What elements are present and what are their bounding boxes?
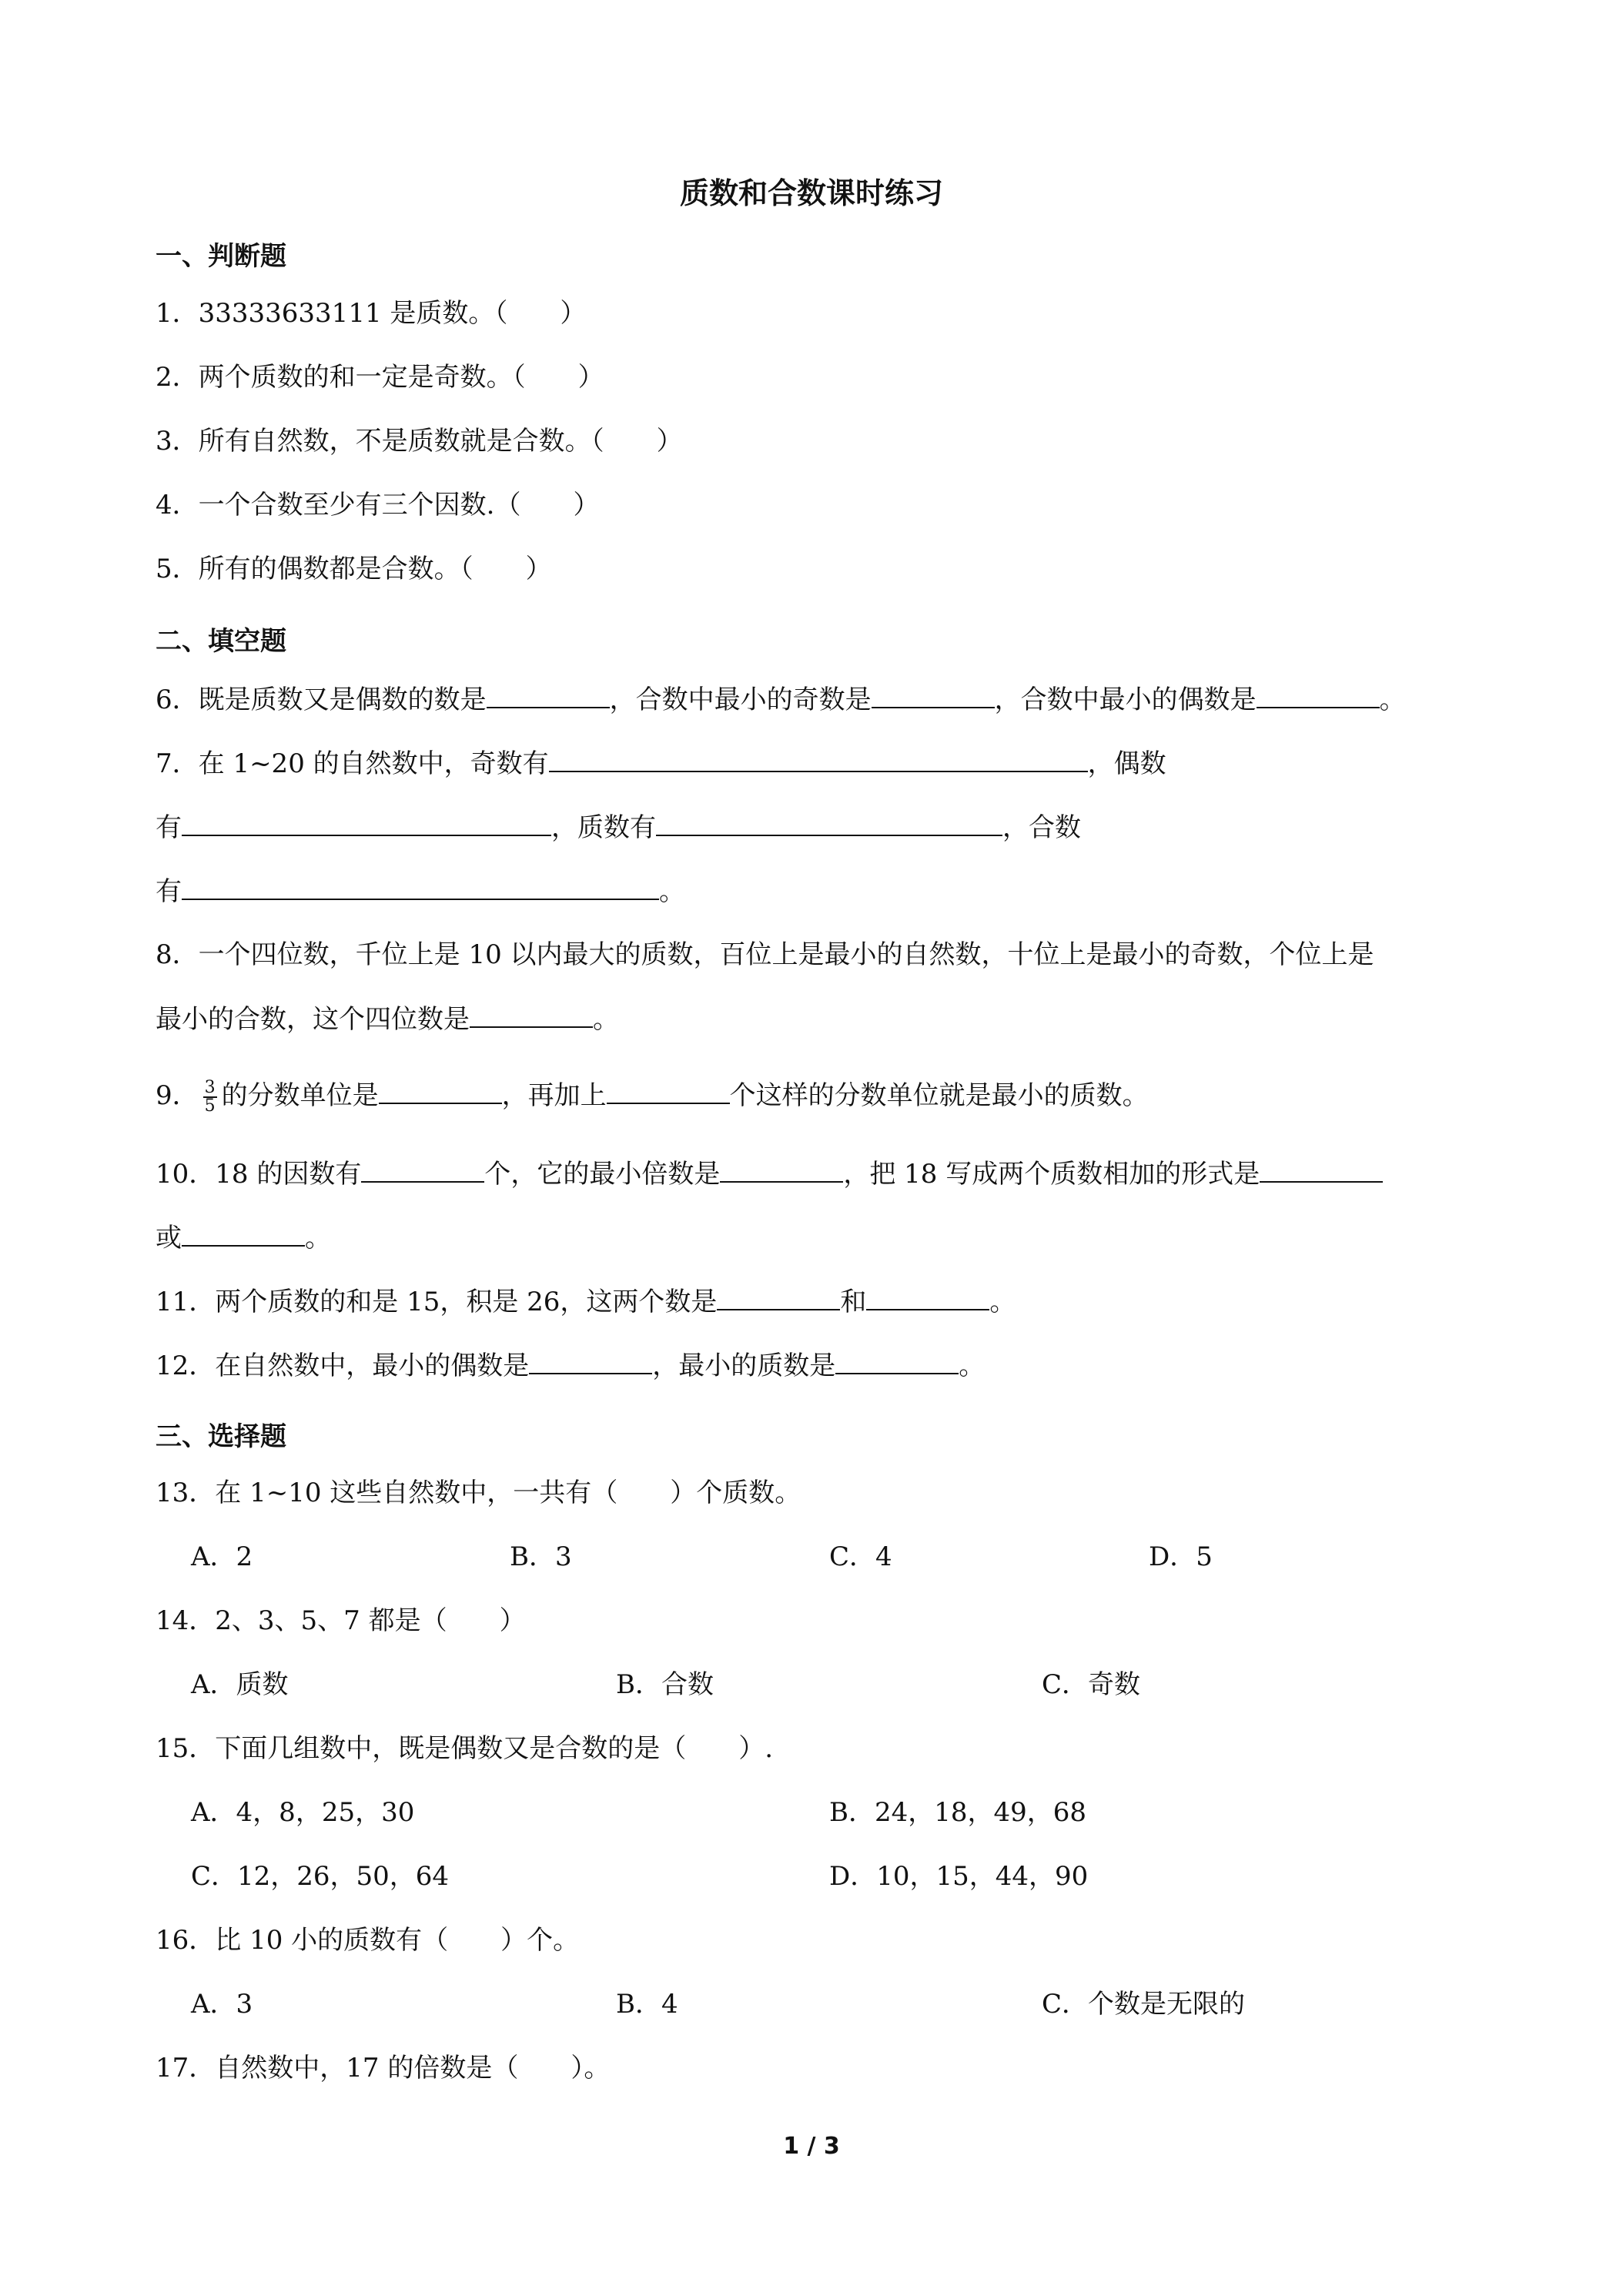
question-14: 14．2、3、5、7 都是（ ）: [156, 1605, 526, 1636]
question-3: 3．所有自然数，不是质数就是合数。（ ）: [156, 426, 683, 457]
question-7-line-3: [156, 874, 685, 909]
q7-text-d: ，质数有: [551, 812, 656, 843]
q6-text-b: ，合数中最小的奇数是: [609, 684, 872, 715]
question-8-line-1: 8．一个四位数，千位上是 10 以内最大的质数，百位上是最小的自然数，十位上是最小的奇数，个位上是: [156, 939, 1374, 970]
q10-text-e: 。: [305, 1223, 331, 1253]
answer-blank[interactable]: [717, 1284, 840, 1310]
q6-text-d: 。: [1379, 684, 1406, 715]
q11-text-c: 。: [989, 1287, 1016, 1317]
fraction: [203, 1079, 217, 1115]
q10-text-a: 10．18 的因数有: [156, 1159, 362, 1190]
question-15: 15．下面几组数中，既是偶数又是合数的是（ ）.: [156, 1733, 774, 1764]
q15-option-a[interactable]: A．4，8，25，30: [191, 1797, 415, 1828]
q16-option-a[interactable]: A．3: [191, 1989, 253, 2020]
q10-text-c: ，把 18 写成两个质数相加的形式是: [843, 1159, 1260, 1190]
q9-text-c: ，再加上: [501, 1080, 607, 1111]
question-12: [156, 1348, 985, 1383]
page-title: 质数和合数课时练习: [679, 176, 943, 210]
question-7-line-1: [156, 746, 1166, 781]
question-10-line-2: [156, 1220, 331, 1255]
q11-text-a: 11．两个质数的和是 15，积是 26，这两个数是: [156, 1287, 718, 1317]
q7-text-g: 。: [659, 876, 685, 907]
q15-option-d[interactable]: D．10，15，44，90: [829, 1861, 1089, 1892]
q9-text-d: 个这样的分数单位就是最小的质数。: [729, 1080, 1149, 1111]
q14-option-a[interactable]: A．质数: [191, 1669, 289, 1700]
section-fill-in: 二、填空题: [156, 626, 286, 657]
q7-text-b: ，偶数: [1087, 748, 1166, 779]
answer-blank[interactable]: [866, 1284, 989, 1310]
question-17: 17．自然数中，17 的倍数是（ ）。: [156, 2053, 611, 2083]
q8-text-c: 。: [593, 1004, 619, 1035]
q14-option-c[interactable]: C．奇数: [1042, 1669, 1141, 1700]
question-16: 16．比 10 小的质数有（ ）个。: [156, 1925, 580, 1956]
question-8-line-2: [156, 1002, 619, 1036]
answer-blank[interactable]: [720, 1156, 843, 1183]
question-11: [156, 1284, 1016, 1319]
q13-option-b[interactable]: B．3: [510, 1541, 572, 1572]
fraction-denominator: 5: [204, 1096, 216, 1116]
question-1: 1．33333633111 是质数。（ ）: [156, 298, 587, 329]
fraction-numerator: 3: [204, 1078, 216, 1097]
answer-blank[interactable]: [361, 1156, 484, 1183]
q15-option-b[interactable]: B．24，18，49，68: [829, 1797, 1087, 1828]
q9-text-a: 9．: [156, 1080, 199, 1111]
question-5: 5．所有的偶数都是合数。（ ）: [156, 554, 552, 584]
answer-blank[interactable]: [1260, 1156, 1383, 1183]
q12-text-a: 12．在自然数中，最小的偶数是: [156, 1350, 530, 1381]
answer-blank[interactable]: [529, 1348, 652, 1374]
question-7-line-2: [156, 810, 1081, 845]
answer-blank[interactable]: [487, 682, 610, 708]
q13-option-c[interactable]: C．4: [829, 1541, 892, 1572]
question-10-line-1: [156, 1156, 1383, 1191]
answer-blank[interactable]: [379, 1078, 502, 1104]
q9-text-b: 的分数单位是: [221, 1080, 379, 1111]
section-judgement: 一、判断题: [156, 241, 286, 272]
section-multiple-choice: 三、选择题: [156, 1421, 286, 1452]
answer-blank[interactable]: [182, 810, 551, 836]
q6-text-c: ，合数中最小的偶数是: [994, 684, 1257, 715]
page-number: 1 / 3: [783, 2133, 840, 2160]
q7-text-e: ，合数: [1002, 812, 1081, 843]
q7-text-f: 有: [156, 876, 182, 907]
question-2: 2．两个质数的和一定是奇数。（ ）: [156, 362, 604, 393]
question-6: [156, 682, 1406, 717]
question-13: 13．在 1~10 这些自然数中，一共有（ ）个质数。: [156, 1478, 801, 1508]
answer-blank[interactable]: [1257, 682, 1380, 708]
answer-blank[interactable]: [607, 1078, 730, 1104]
q13-option-d[interactable]: D．5: [1149, 1541, 1213, 1572]
q14-option-b[interactable]: B．合数: [616, 1669, 714, 1700]
q10-text-b: 个，它的最小倍数是: [484, 1159, 721, 1190]
q11-text-b: 和: [840, 1287, 867, 1317]
q10-text-d: 或: [156, 1223, 182, 1253]
answer-blank[interactable]: [656, 810, 1002, 836]
answer-blank[interactable]: [835, 1348, 959, 1374]
answer-blank[interactable]: [470, 1002, 593, 1028]
q16-option-c[interactable]: C．个数是无限的: [1042, 1989, 1246, 2020]
q16-option-b[interactable]: B．4: [616, 1989, 678, 2020]
question-4: 4．一个合数至少有三个因数.（ ）: [156, 490, 600, 520]
answer-blank[interactable]: [182, 874, 659, 900]
question-9: [156, 1078, 1149, 1115]
answer-blank[interactable]: [182, 1220, 305, 1247]
answer-blank[interactable]: [872, 682, 995, 708]
q6-text-a: 6．既是质数又是偶数的数是: [156, 684, 487, 715]
q15-option-c[interactable]: C．12，26，50，64: [191, 1861, 450, 1892]
q8-text-b: 最小的合数，这个四位数是: [156, 1004, 470, 1035]
q12-text-b: ，最小的质数是: [652, 1350, 836, 1381]
q7-text-a: 7．在 1~20 的自然数中，奇数有: [156, 748, 549, 779]
q7-text-c: 有: [156, 812, 182, 843]
q13-option-a[interactable]: A．2: [191, 1541, 253, 1572]
q12-text-c: 。: [959, 1350, 986, 1381]
answer-blank[interactable]: [549, 746, 1088, 772]
